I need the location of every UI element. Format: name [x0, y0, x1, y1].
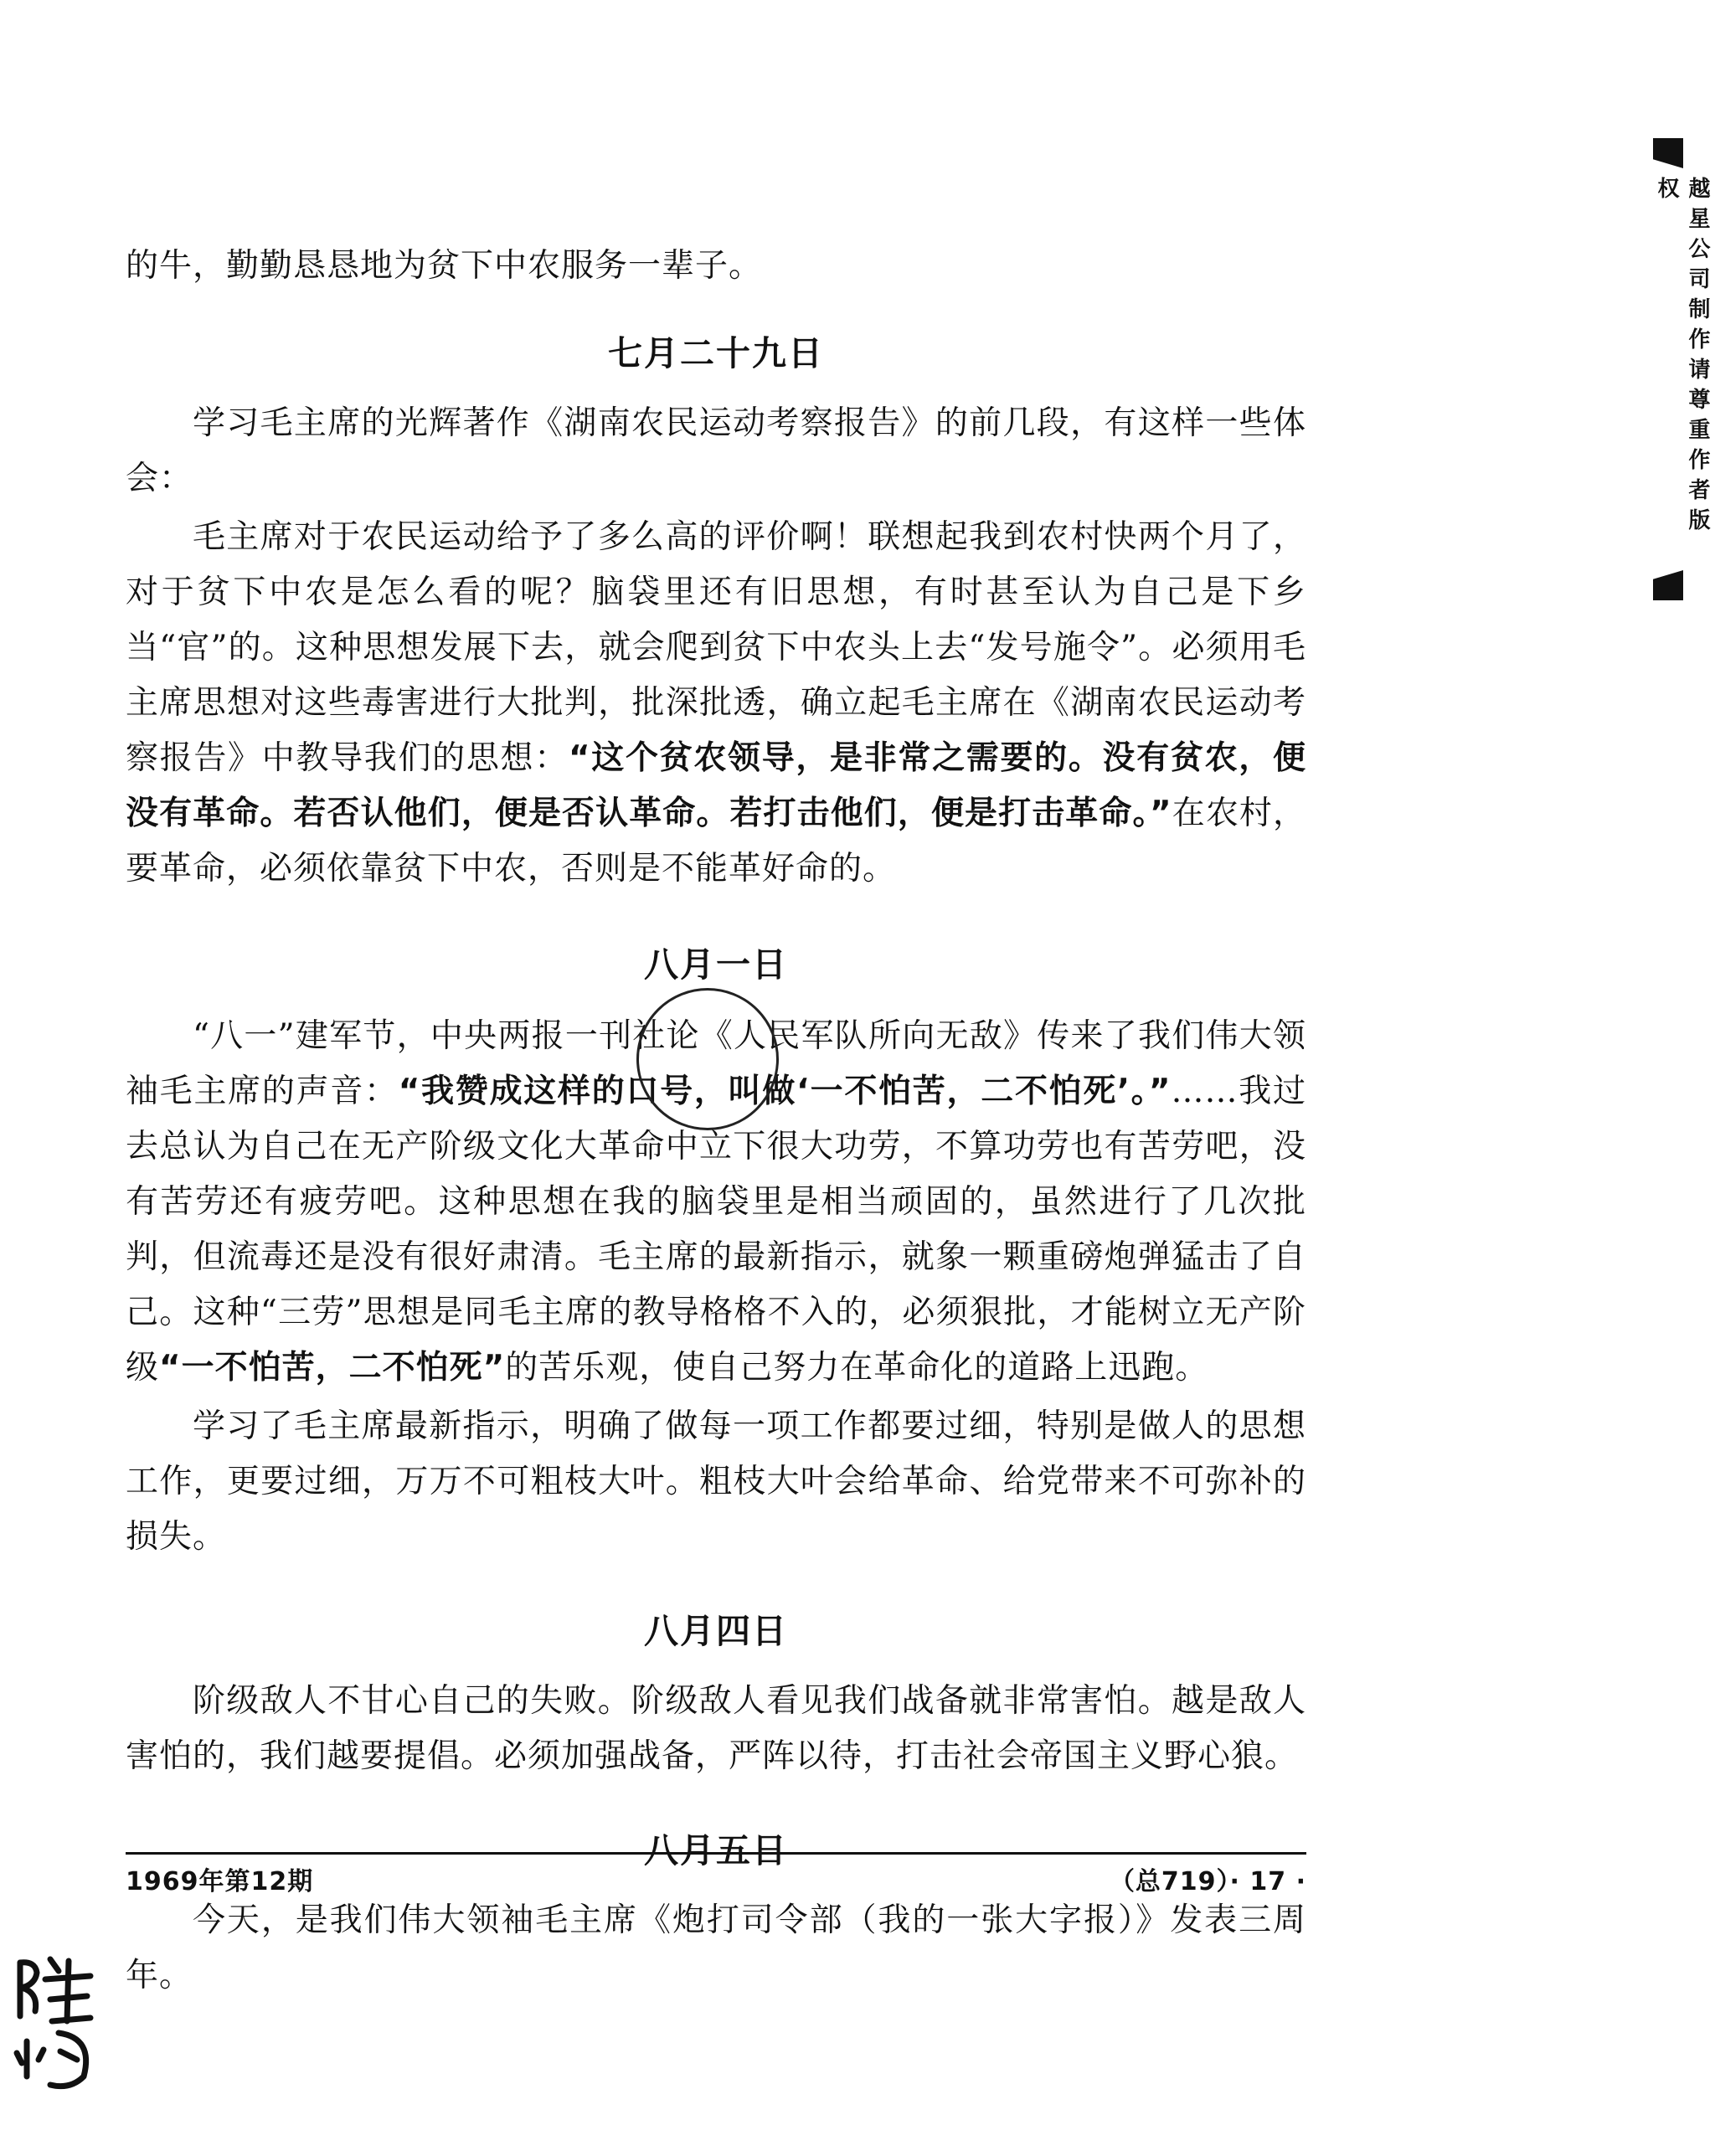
quote-text: “一不怕苦，二不怕死”: [159, 1349, 506, 1387]
copyright-side-strip: [1651, 138, 1710, 607]
paragraph-text: “八一”建军节，中央两报一刊社论《人民军队所向无敌》传来了我们伟大领袖毛主席的声音：: [126, 1017, 1306, 1110]
strip-bar-icon: [1653, 570, 1683, 600]
date-heading-august-5: 八月五日: [644, 1830, 788, 1870]
main-text-column: [126, 239, 1306, 2004]
date-heading-august-1: 八月一日: [644, 944, 788, 985]
paragraph-study-intro: 学习毛主席的光辉著作《湖南农民运动考察报告》的前几段，有这样一些体会：: [126, 404, 1306, 497]
seal-stamp-icon: [10, 1951, 102, 2093]
paragraph-continuation: 的牛，勤勤恳恳地为贫下中农服务一辈子。: [126, 247, 763, 285]
paragraph-army-day: [126, 1009, 1306, 1396]
paragraph-text: 在农村，要革命，必须依靠贫下中农，否则是不能革好命的。: [126, 795, 1306, 888]
paragraph-anniversary: 今天，是我们伟大领袖毛主席《炮打司令部（我的一张大字报）》发表三周年。: [126, 1901, 1306, 1994]
paragraph-text: 的苦乐观，使自己努力在革命化的道路上迅跑。: [505, 1349, 1209, 1387]
date-heading-july-29: 七月二十九日: [608, 333, 824, 373]
paragraph-class-enemy: 阶级敌人不甘心自己的失败。阶级敌人看见我们战备就非常害怕。越是敌人害怕的，我们越要提倡。必须加强战备，严阵以待，打击社会帝国主义野心狼。: [126, 1682, 1306, 1775]
paragraph-peasant-movement: [126, 510, 1306, 897]
quote-text: “我赞成这样的口号，叫做‘一不怕苦，二不怕死’。”: [398, 1073, 1172, 1110]
footer-page-number: （总719）· 17 ·: [1109, 1867, 1306, 1896]
paragraph-text: ……我过去总认为自己在无产阶级文化大革命中立下很大功劳，不算功劳也有苦劳吧，没有苦劳还有疲劳吧。这种思想在我的脑袋里是相当顽固的，虽然进行了几次批判，但流毒还是没有很好肃清。毛主席的最新指示，就象一颗重磅炮弹猛击了自己。这种“三劳”思想是同毛主席的教导格格不入的，必须狠批，才能树立无产阶级: [126, 1073, 1306, 1387]
paragraph-detailed-work: 学习了毛主席最新指示，明确了做每一项工作都要过细，特别是做人的思想工作，更要过细，万万不可粗枝大叶。粗枝大叶会给革命、给党带来不可弥补的损失。: [126, 1407, 1306, 1556]
date-heading-august-4: 八月四日: [644, 1611, 788, 1651]
quote-text: “这个贫农领导，是非常之需要的。没有贫农，便没有革命。若否认他们，便是否认革命。若打击他们，便是打击革命。”: [126, 739, 1306, 832]
paragraph-text: 毛主席对于农民运动给予了多么高的评价啊！联想起我到农村快两个月了，对于贫下中农是怎么看的呢？脑袋里还有旧思想，有时甚至认为自己是下乡当“官”的。这种思想发展下去，就会爬到贫下中农头上去“发号施令”。必须用毛主席思想对这些毒害进行大批判，批深批透，确立起毛主席在《湖南农民运动考察报告》中教导我们的思想：: [126, 518, 1306, 777]
strip-bar-icon: [1653, 138, 1683, 168]
footer-issue: 1969年第12期: [126, 1867, 314, 1896]
copyright-notice: 越星公司制作请尊重作者版权: [1654, 177, 1710, 538]
footer-rule: [126, 1852, 1306, 1855]
